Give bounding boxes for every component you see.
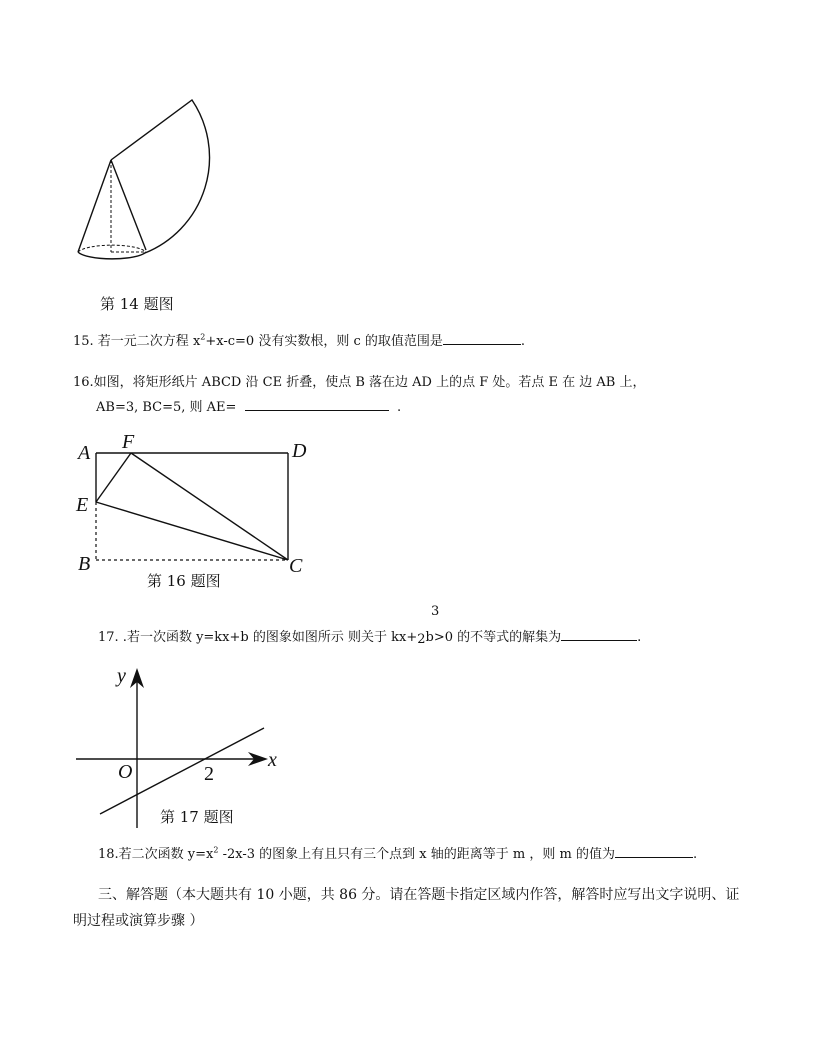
section-3-heading-line-2: 明过程或演算步骤 ） [73,913,204,929]
label-y: y [117,665,126,687]
label-D: D [292,440,307,462]
question-16-line-2 [96,396,401,415]
q18-text-b: -2x-3 的图象上有且只有三个点到 x 轴的距离等于 m ，则 m 的值为 [218,847,615,862]
segment-FC [131,453,288,560]
question-16-line-1: 16.如图，将矩形纸片 ABCD 沿 CE 折叠，使点 B 落在边 AD 上的点 F 处。若点 E 在 边 AB 上， [73,375,646,390]
segment-EF [96,453,131,502]
q17-answer-blank[interactable] [561,628,637,641]
q17-text-b: b>0 的不等式的解集为 [425,630,562,645]
q17-end: . [637,630,642,645]
q16-answer-blank[interactable] [245,398,389,411]
q17-fraction-numerator: 3 [431,604,440,619]
question-18 [98,843,697,862]
q15-text-b: +x-c=0 没有实数根，则 c 的取值范围是 [205,334,443,349]
cone-base-front [78,252,146,259]
label-x-intercept: 2 [204,763,214,785]
figure-14-caption: 第 14 题图 [100,295,174,313]
question-17 [98,626,641,645]
segment-EC [96,502,288,560]
label-F: F [122,431,135,453]
q18-end: . [692,847,698,862]
label-origin: O [118,761,133,783]
cone-base-back [78,245,146,252]
q18-answer-blank[interactable] [615,845,693,858]
q15-superscript: 2 [200,332,206,342]
figure-17-caption: 第 17 题图 [160,808,234,826]
label-B: B [78,553,91,575]
figure-14-cone-sector [60,90,230,270]
q15-answer-blank[interactable] [443,332,521,345]
label-C: C [289,555,303,577]
question-15 [73,330,525,349]
q18-superscript: 2 [213,845,219,855]
cone-left-side [78,160,111,252]
cone-right-side [111,160,146,250]
q15-text-a: 15. 若一元二次方程 x [73,334,201,349]
figure-16-rectangle [70,430,320,578]
figure-17-graph [70,660,290,830]
figure-16-caption: 第 16 题图 [147,572,221,590]
section-3-heading-line-1: 三、解答题（本大题共有 10 小题，共 86 分。请在答题卡指定区域内作答，解答时应写出文字说明、证 [98,887,740,903]
label-E: E [76,494,89,516]
sector-outline [111,100,210,253]
label-x: x [268,749,277,771]
q16-end: . [396,400,402,415]
q17-fraction-denominator: 2 [417,632,426,647]
q17-text-a: 17. .若一次函数 y=kx+b 的图象如图所示 则关于 kx+ [98,630,418,645]
q16-text: AB=3, BC=5, 则 AE= [96,400,237,415]
q15-end: . [520,334,526,349]
label-A: A [78,442,91,464]
q18-text-a: 18.若二次函数 y=x [98,847,214,862]
